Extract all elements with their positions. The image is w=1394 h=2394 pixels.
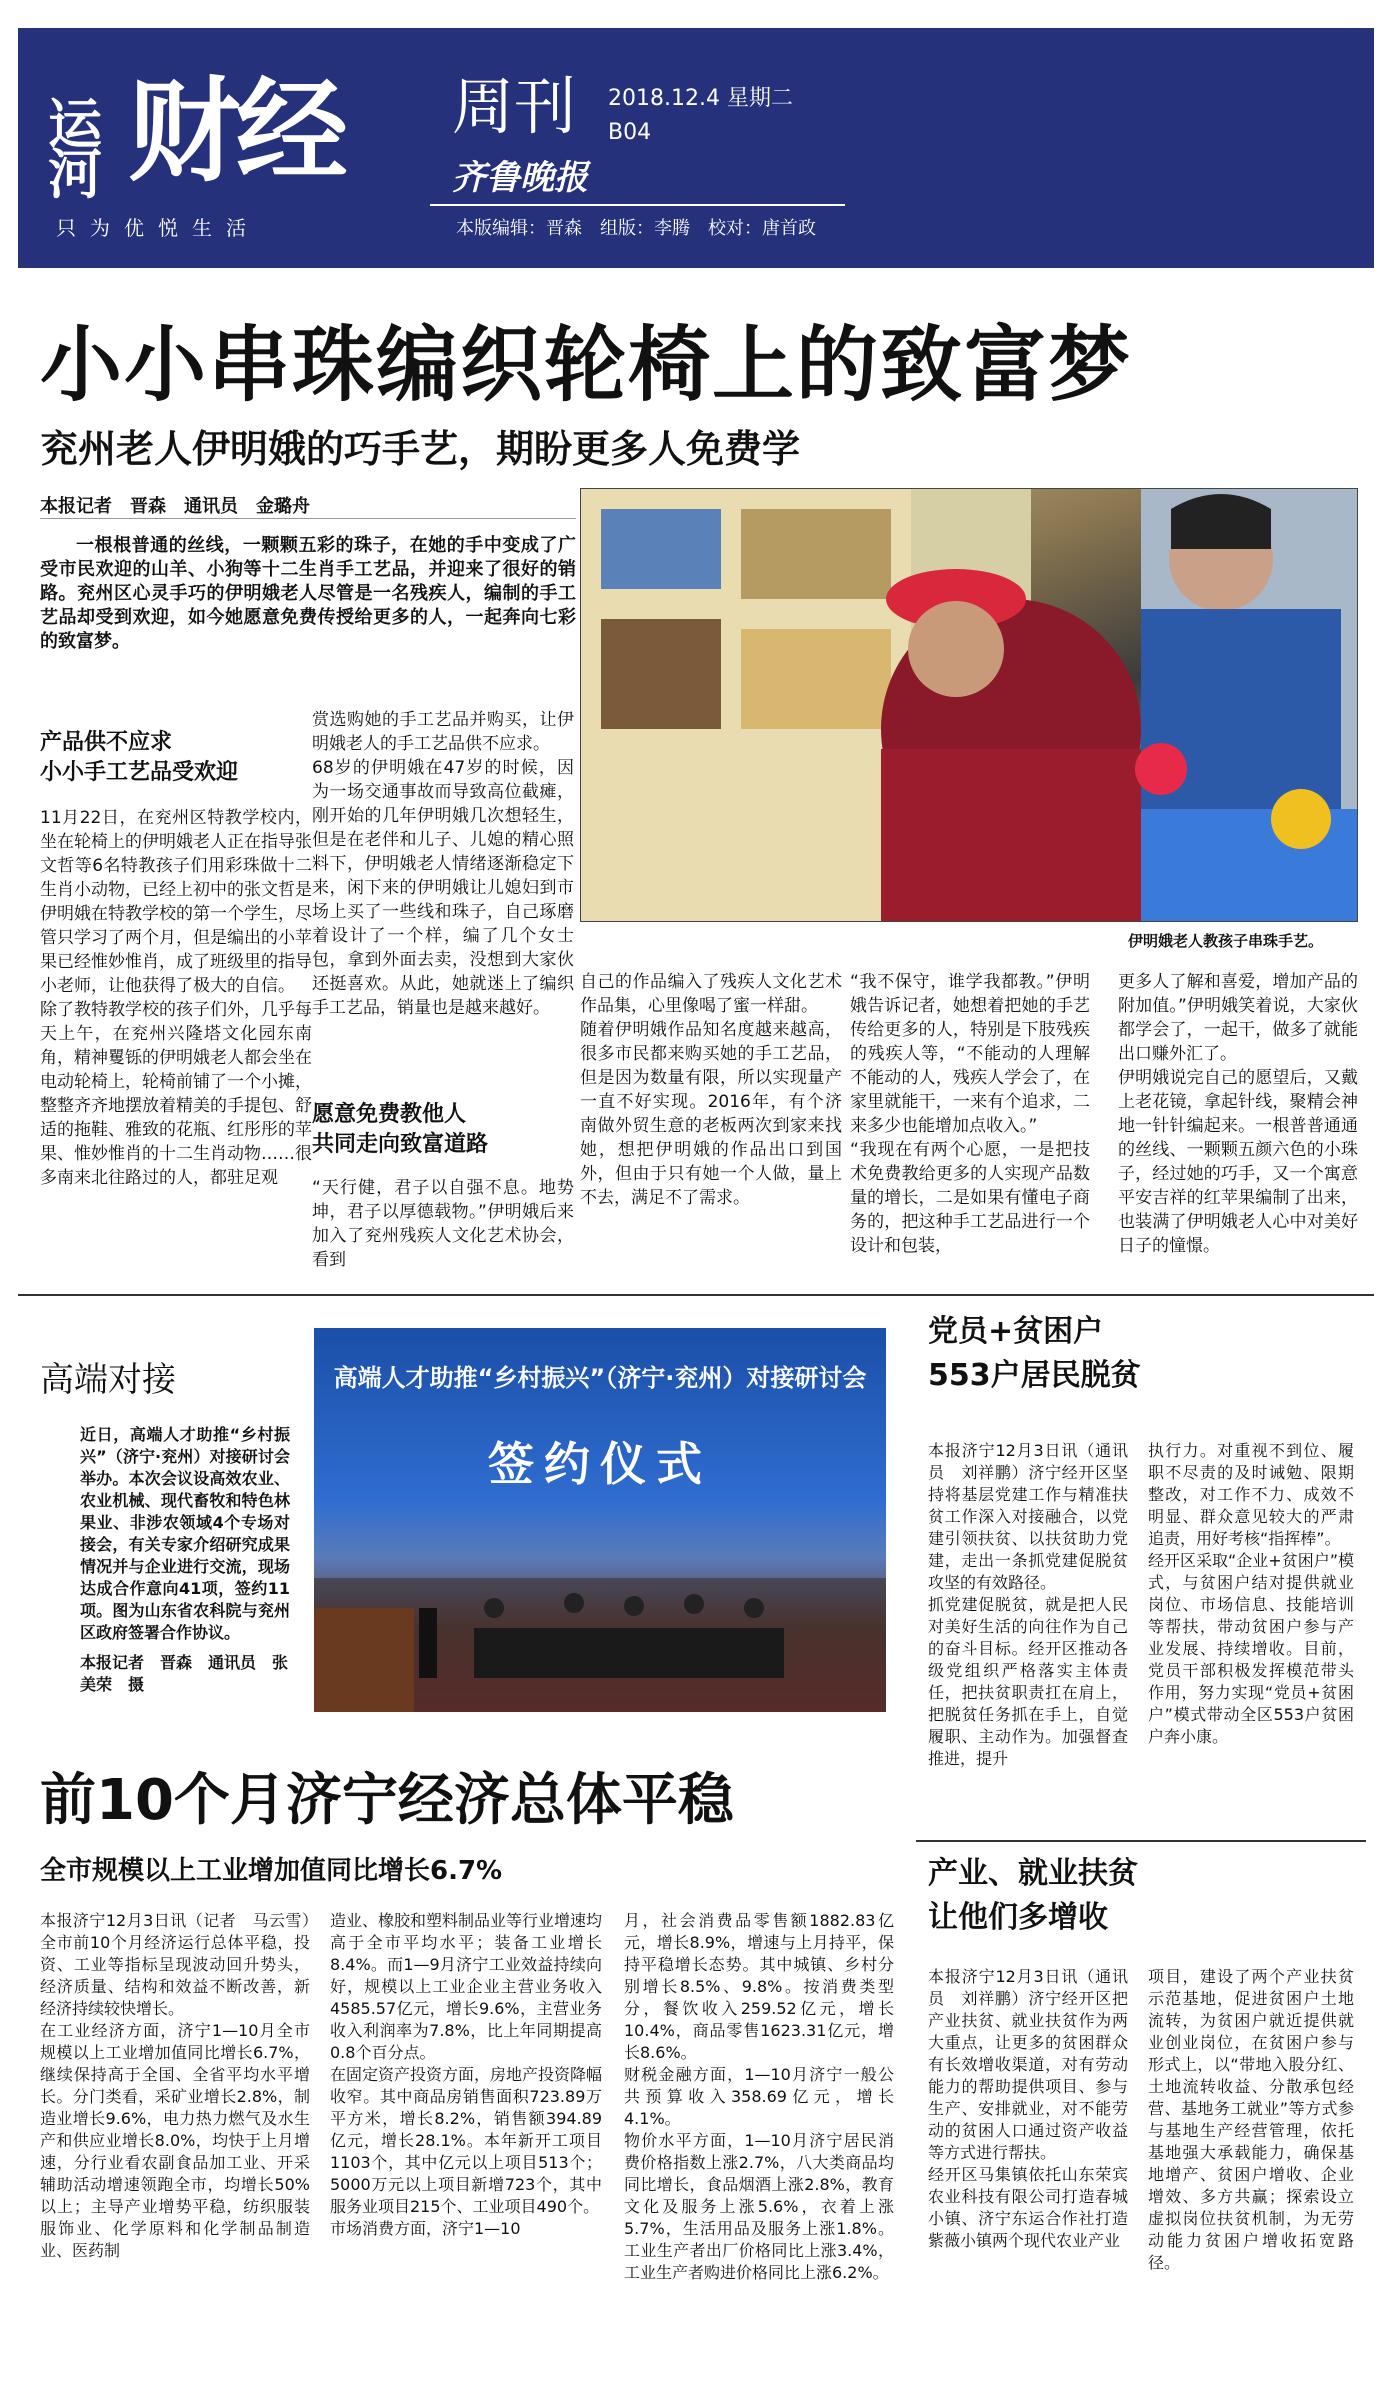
editor-credits: 本版编辑：晋森 组版：李腾 校对：唐首政 [456,218,816,239]
slogan: 只为优悦生活 [56,216,260,240]
lead-paragraph: 一根根普通的丝线，一颗颗五彩的珠子，在她的手中变成了广受市民欢迎的山羊、小狗等十二生肖手工艺品，并迎来了很好的销路。兖州区心灵手巧的伊明娥老人尽管是一名残疾人，编制的手工艺品却受到欢迎，如今她愿意免费传授给更多的人，一起奔向七彩的致富梦。 [40,535,576,652]
lead-section2-title: 愿意免费教他人 共同走向致富道路 [312,1102,489,1157]
banner-line1: 高端人才助推“乡村振兴”（济宁·兖州）对接研讨会 [333,1364,867,1392]
weekly-label: 周刊 [452,70,577,143]
lead-byline: 本报记者 晋森 通讯员 金璐舟 [40,496,310,517]
issue-date: 2018.12.4 星期二 [608,86,793,111]
lead-subhead: 兖州老人伊明娥的巧手艺，期盼更多人免费学 [40,427,801,471]
chanye-title: 产业、就业扶贫 让他们多增收 [928,1856,1138,1935]
page-number: B04 [608,120,652,145]
lead-column-2a: 赏选购她的手工艺品并购买，让伊明娥老人的手工艺品供不应求。 68岁的伊明娥在47岁的时候，因为一场交通事故而导致高位截瘫，刚开始的几年伊明娥几次想轻生，但是在老伴和儿子、儿媳的精心照料下，伊明娥老人情绪逐渐稳定下来，闲下来的伊明娥让儿媳妇到市场上买了一些线和珠子，自己琢磨着设计了一个样，编了几个女士包，拿到外面去卖，没想到大家伙还挺喜欢。从此，她就迷上了编织手工艺品，销量也是越来越好。 [312,710,574,1018]
lead-column-3: 自己的作品编入了残疾人文化艺术作品集，心里像喝了蜜一样甜。 随着伊明娥作品知名度越来越高，很多市民都来购买她的手工艺品，但是因为数量有限，所以实现量产一直不好实现。2016年，有个济南做外贸生意的老板两次到家来找她，想把伊明娥的作品出口到国外，但由于只有她一个人做，量上不去，满足不了需求。 [580,972,842,1208]
jining-headline: 前10个月济宁经济总体平稳 [40,1768,734,1833]
jining-subhead: 全市规模以上工业增加值同比增长6.7% [40,1856,503,1886]
gaoduan-photo [314,1328,886,1712]
dangyuan-title: 党员+贫困户 553户居民脱贫 [928,1314,1141,1393]
issue-info [608,82,793,150]
lead-column-5: 更多人了解和喜爱，增加产品的附加值。”伊明娥笑着说，大家伙都学会了，一起干，做多了就能出口赚外汇了。 伊明娥说完自己的愿望后，又戴上老花镜，拿起针线，聚精会神地一针针编起来。一根普普通通的丝线、一颗颗五颜六色的小珠子，经过她的巧手，又一个寓意平安吉祥的红苹果编制了出来，也装满了伊明娥老人心中对美好日子的憧憬。 [1118,972,1358,1256]
jining-column-3: 月，社会消费品零售额1882.83亿元，增长8.9%，增速与上月持平，保持平稳增长态势。其中城镇、乡村分别增长8.5%、9.8%。按消费类型分，餐饮收入259.52亿元，增长10.4%，商品零售1623.31亿元，增长8.6%。 财税金融方面，1—10月济宁一般公共预算收入358.69亿元，增长4.1%。 物价水平方面，1—10月济宁居民消费价格指数上涨2.7%，八大类商品均同比增长，食品烟酒上涨2.8%，教育文化及服务上涨5.6%，衣着上涨5.7%，生活用品及服务上涨1.8%。工业生产者出厂价格同比上涨3.4%，工业生产者购进价格同比上涨6.2%。 [624,1911,894,2282]
gaoduan-title: 高端对接 [40,1360,176,1400]
lead-headline: 小小串珠编织轮椅上的致富梦 [40,318,1133,413]
lead-column-2b: “天行健，君子以自强不息。地势坤，君子以厚德载物。”伊明娥后来加入了兖州残疾人文化艺术协会，看到 [312,1178,574,1270]
lead-section1-title: 产品供不应求 小小手工艺品受欢迎 [40,730,239,785]
chanye-column-b: 项目，建设了两个产业扶贫示范基地，促进贫困户土地流转，为贫困户就近提供就业创业岗位，在贫困户参与形式上，以“带地入股分红、土地流转收益、分散承包经营、基地务工就业”等方式参与基地生产经营管理，依托基地强大承载能力，确保基地增产、贫困户增收、企业增效、多方共赢；探索设立虚拟岗位扶贫机制，为无劳动能力贫困户增收拓宽路径。 [1148,1967,1354,2272]
masthead-divider [430,204,845,206]
logo-big-text: 财经 [128,67,344,197]
gaoduan-body: 近日，高端人才助推“乡村振兴”（济宁·兖州）对接研讨会举办。本次会议设高效农业、农业机械、现代畜牧和特色林果业、非涉农领域4个专场对接会，有关专家介绍研究成果情况并与企业进行交流，现场达成合作意向41项，签约11项。图为山东省农科院与兖州区政府签署合作协议。 [80,1425,290,1642]
chanye-column-a: 本报济宁12月3日讯（通讯员 刘祥鹏）济宁经开区把产业扶贫、就业扶贫作为两大重点，让更多的贫困群众有长效增收渠道，对有劳动能力的帮助提供项目、参与生产、安排就业，对不能劳动的贫困人口通过资产收益等方式进行帮扶。 经开区马集镇依托山东荣宾农业科技有限公司打造春城小镇、济宁东运合作社打造紫薇小镇两个现代农业产业 [928,1967,1128,2250]
gaoduan-credit: 本报记者 晋森 通讯员 张美荣 摄 [80,1653,289,1694]
jining-column-1: 本报济宁12月3日讯（记者 马云雪）全市前10个月经济运行总体平稳，投资、工业等指标呈现波动回升势头，经济质量、结构和效益不断改善，新经济持续较快增长。 在工业经济方面，济宁1—10月全市规模以上工业增加值同比增长6.7%，继续保持高于全国、全省平均水平增长。分门类看，采矿业增长2.8%，制造业增长9.6%，电力热力燃气及水生产和供应业增长8.0%，均快于上月增速，分行业看农副食品加工业、开采辅助活动增速领跑全市，均增长50%以上；主导产业增势平稳，纺织服装服饰业、化学原料和化学制品制造业、医药制 [40,1911,310,2260]
lead-column-4: “我不保守，谁学我都教。”伊明娥告诉记者，她想着把她的手艺传给更多的人，特别是下肢残疾的残疾人等，“不能动的人理解不能动的人，残疾人学会了，在家里就能干，一来有个追求，二来多少也能增加点收入。” “我现在有两个心愿，一是把技术免费教给更多的人实现产品数量的增长，二是如果有懂电子商务的，把这种手工艺品进行一个设计和包装， [850,972,1090,1256]
gaoduan-scene [314,1328,886,1712]
lead-photo-caption: 伊明娥老人教孩子串珠手艺。 [1128,932,1324,950]
lead-photo [580,488,1358,922]
dangyuan-column-b: 执行力。对重视不到位、履职不尽责的及时诫勉、限期整改，对工作不力、成效不明显、群众意见较大的严肃追责，用好考核“指挥棒”。 经开区采取“企业+贫困户”模式，与贫困户结对提供就业岗位、市场信息、技能培训等帮扶，带动贫困户参与产业发展、持续增收。目前，党员干部积极发挥模范带头作用，努力实现“党员+贫困户”模式带动全区553户贫困户奔小康。 [1148,1441,1354,1746]
lead-column-1: 11月22日，在兖州区特教学校内，坐在轮椅上的伊明娥老人正在指导张文哲等6名特教孩子们用彩珠做十二生肖小动物，已经上初中的张文哲是伊明娥在特教学校的第一个学生，尽管只学习了两个月，但是编出的小苹果已经惟妙惟肖，成了班级里的指导小老师，让他获得了极大的自信。 除了教特教学校的孩子们外，几乎每天上午，在兖州兴隆塔文化园东南角，精神矍铄的伊明娥老人都会坐在电动轮椅上，轮椅前铺了一个小摊，整整齐齐地摆放着精美的手提包、舒适的拖鞋、雅致的花瓶、红彤彤的苹果、惟妙惟肖的十二生肖动物……很多南来北往路过的人，都驻足观 [40,808,312,1188]
section-divider [18,1294,1374,1296]
chanye-divider [916,1840,1366,1842]
jining-column-2: 造业、橡胶和塑料制品业等行业增速均高于全市平均水平；装备工业增长8.4%。而1—9月济宁工业效益持续向好，规模以上工业企业主营业务收入4585.57亿元，增长9.6%，主营业务收入利润率为7.8%，比上年同期提高0.8个百分点。 在固定资产投资方面，房地产投资降幅收窄。其中商品房销售面积723.89万平方米，增长8.2%，销售额394.89亿元，增长28.1%。本年新开工项目1103个，其中亿元以上项目513个；5000万元以上项目新增723个，其中服务业项目215个、工业项目490个。 市场消费方面，济宁1—10 [330,1911,602,2238]
paper-name: 齐鲁晚报 [452,158,588,198]
lead-photo-illustration [581,489,1358,922]
dangyuan-column-a: 本报济宁12月3日讯（通讯员 刘祥鹏）济宁经开区坚持将基层党建工作与精准扶贫工作深入对接融合，以党建引领扶贫、以扶贫助力党建，走出一条抓党建促脱贫攻坚的有效路径。 抓党建促脱贫，就是把人民对美好生活的向往作为自己的奋斗目标。经开区推动各级党组织严格落实主体责任，把扶贫职责扛在肩上，把脱贫任务抓在手上，自觉履职、主动作为。加强督查推进，提升 [928,1441,1128,1768]
logo-small-text: 运河 [48,93,102,206]
banner-line2: 签约仪式 [488,1437,712,1491]
byline-rule [40,518,576,519]
